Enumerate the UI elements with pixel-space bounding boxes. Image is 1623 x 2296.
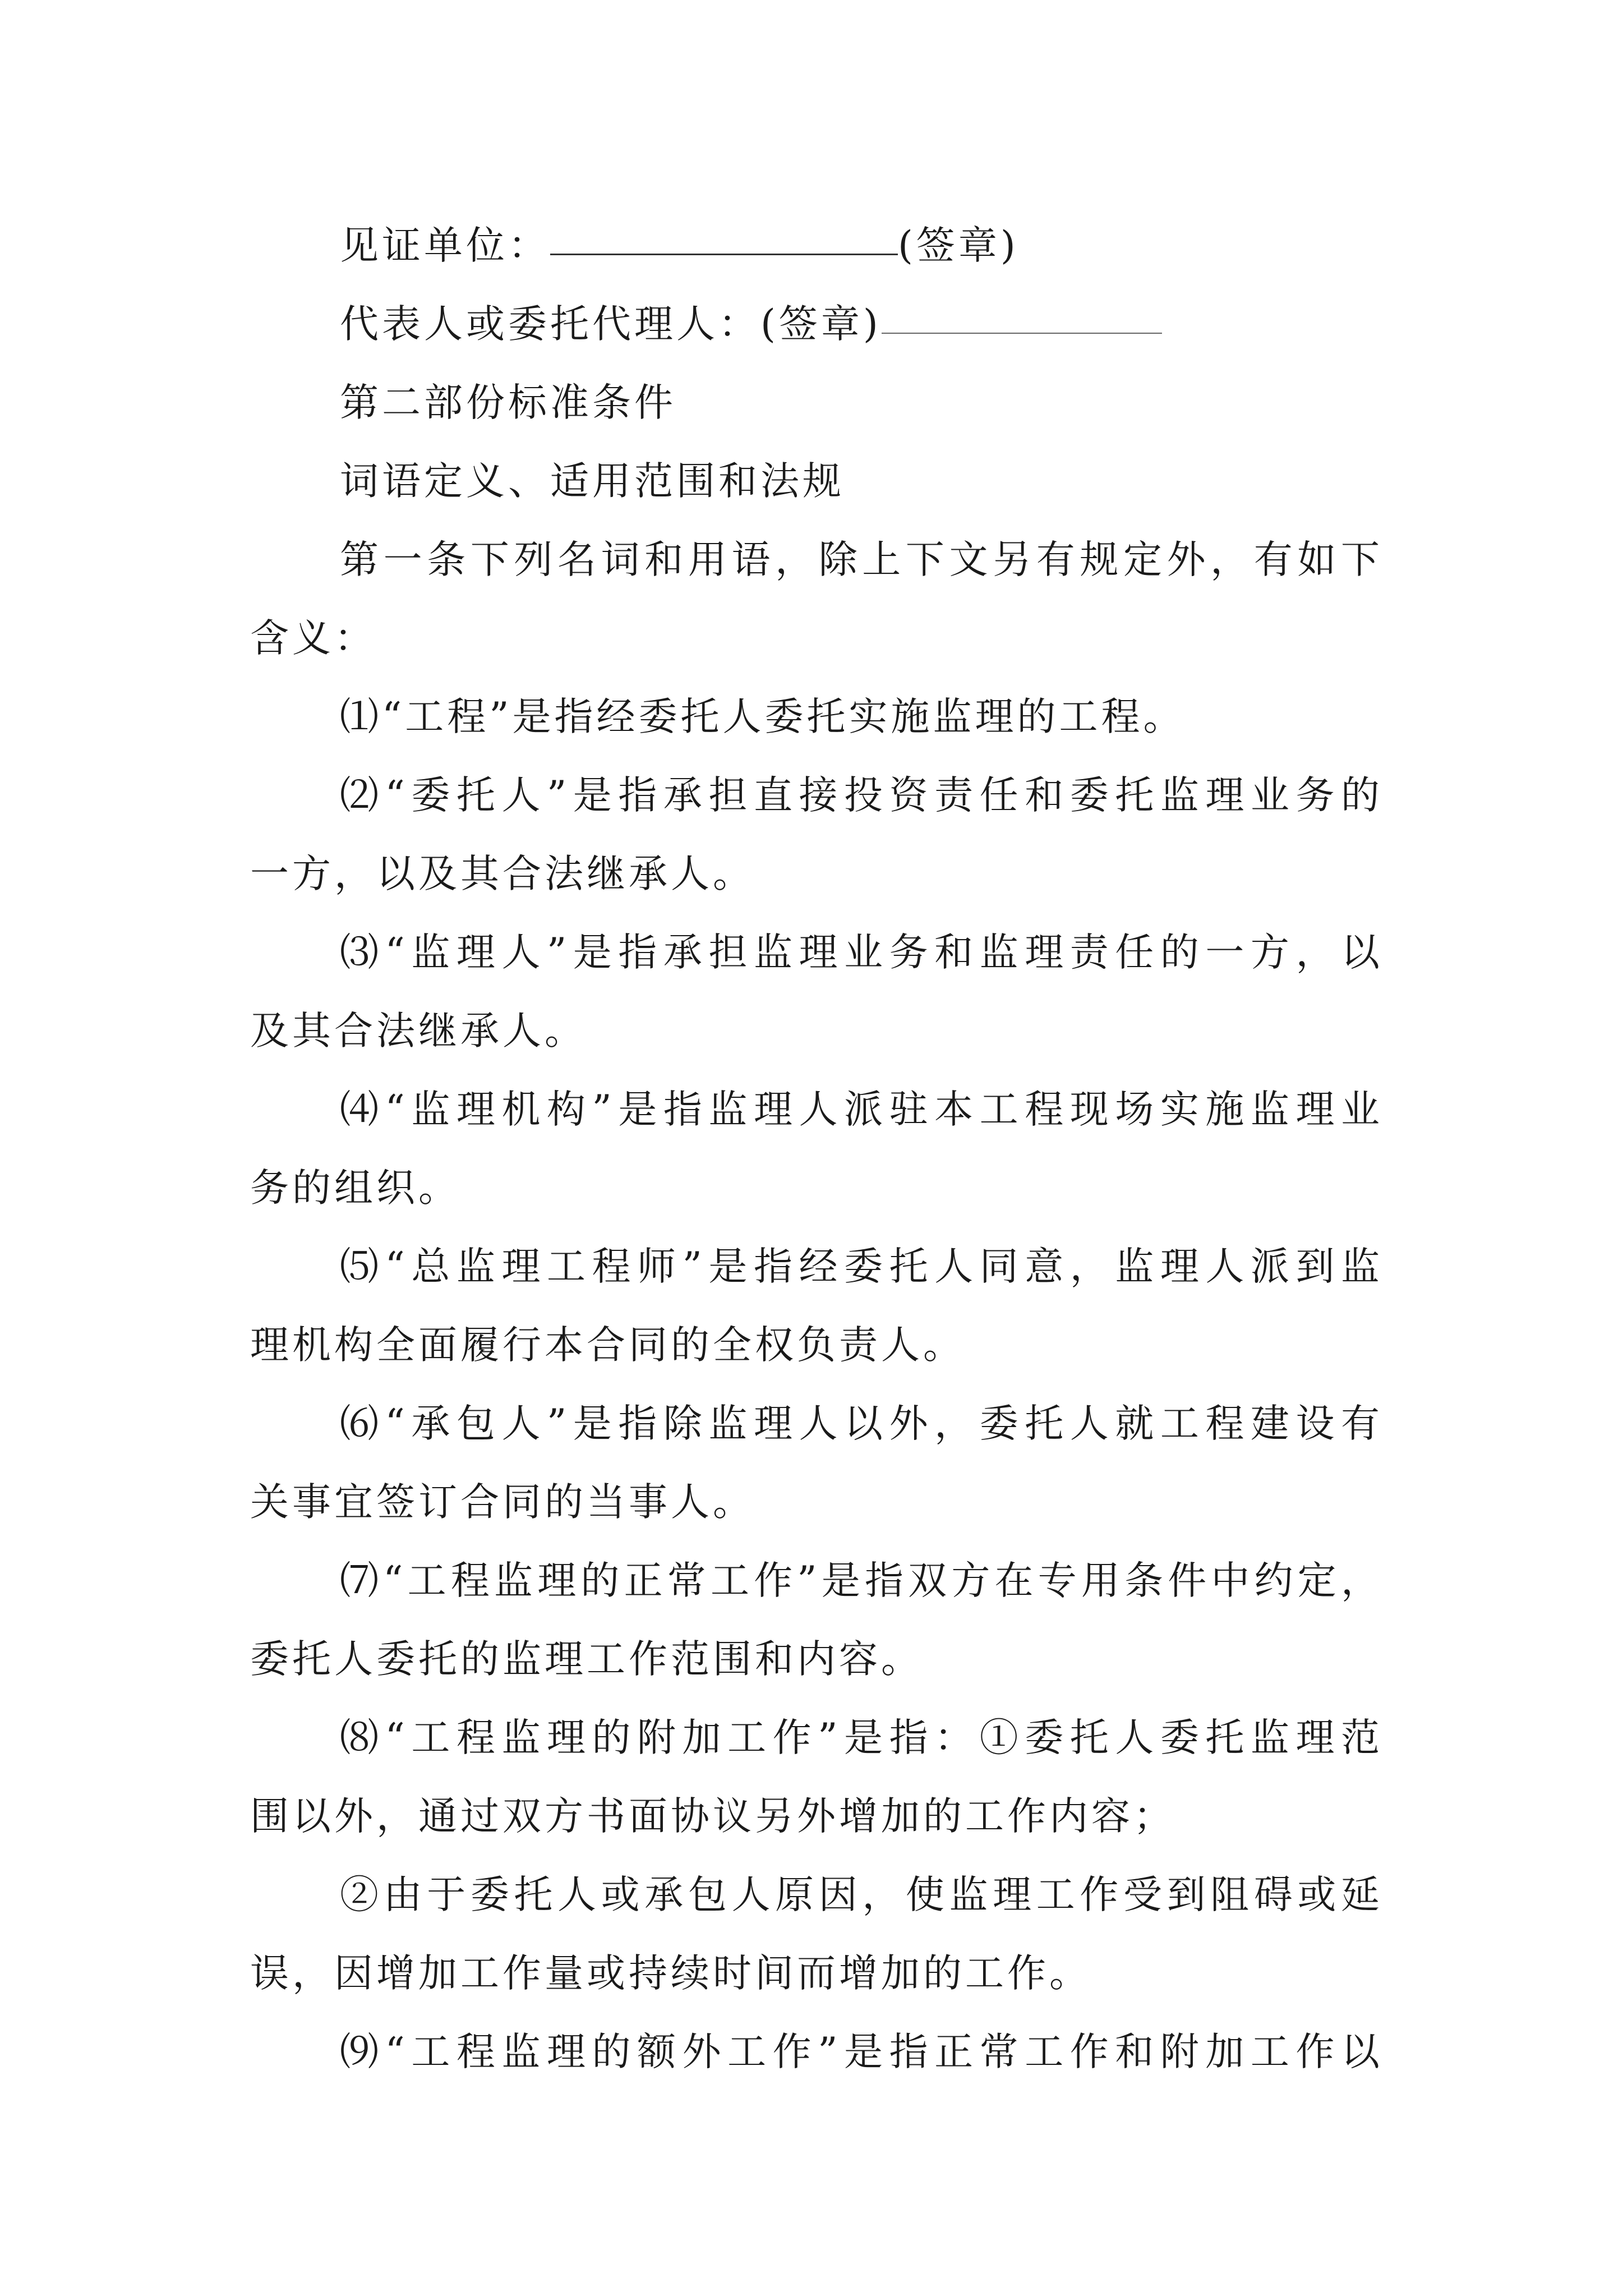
witness-unit-blank [550,251,898,255]
representative-label: 代表人或委托代理人：(签章) [340,302,882,347]
paragraph-line: 务的组织。 [250,1166,460,1211]
paragraph-line: 理机构全面履行本合同的全权负责人。 [250,1323,965,1368]
paragraph-line: ⑶“监理人”是指承担监理业务和监理责任的一方，以 [340,930,1383,975]
paragraph-line: 委托人委托的监理工作范围和内容。 [250,1637,923,1682]
paragraph-line: ⑻“工程监理的附加工作”是指：①委托人委托监理范 [340,1715,1383,1760]
paragraph-line: 含义： [250,616,376,661]
paragraph-line: 及其合法继承人。 [250,1009,587,1053]
paragraph-line: ⑸“总监理工程师”是指经委托人同意，监理人派到监 [340,1244,1383,1289]
paragraph-line: 一方，以及其合法继承人。 [250,852,755,896]
paragraph-line: ⑼“工程监理的额外工作”是指正常工作和附加工作以 [340,2030,1383,2074]
paragraph-line: 第一条下列名词和用语，除上下文另有规定外，有如下 [340,537,1383,582]
paragraph-line: 误，因增加工作量或持续时间而增加的工作。 [250,1951,1091,1996]
witness-unit-line [340,206,1383,285]
paragraph-line: ⑺“工程监理的正常工作”是指双方在专用条件中约定， [340,1558,1383,1603]
witness-unit-seal: (签章) [898,223,1019,268]
paragraph-line: 关事宜签订合同的当事人。 [250,1480,755,1525]
paragraph-line: 围以外，通过双方书面协议另外增加的工作内容； [250,1794,1175,1839]
section-heading: 词语定义、适用范围和法规 [340,459,845,504]
paragraph-line: ⑴“工程”是指经委托人委托实施监理的工程。 [340,694,1186,739]
paragraph-line: ⑷“监理机构”是指监理人派驻本工程现场实施监理业 [340,1087,1383,1132]
paragraph-line: ⑹“承包人”是指除监理人以外，委托人就工程建设有 [340,1401,1383,1446]
paragraph-line: ⑵“委托人”是指承担直接投资责任和委托监理业务的 [340,773,1383,818]
representative-blank [882,330,1162,334]
witness-unit-label: 见证单位： [340,223,550,268]
part-heading: 第二部份标准条件 [340,380,676,425]
representative-line [340,285,1383,364]
paragraph-line: ②由于委托人或承包人原因，使监理工作受到阻碍或延 [340,1872,1383,1917]
